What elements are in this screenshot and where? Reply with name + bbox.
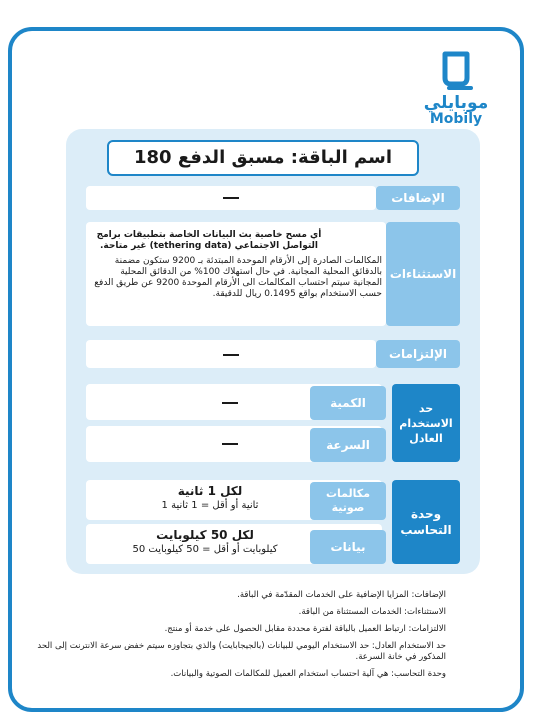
- brand-name-en: Mobily: [429, 111, 483, 127]
- exclusions-text: [92, 230, 382, 300]
- brand-logo: [416, 48, 496, 126]
- footnote: حد الاستخدام العادل: حد الاستخدام اليومي للبيانات (بالجيجابايت) والذي بتجاوزه سيتم خفض سرعة الانترنت إلى الحد المذكور في خانة السرعة.: [37, 641, 446, 662]
- voice-label: مكالمات صوتية: [310, 482, 386, 520]
- data-rate: [100, 528, 310, 556]
- voice-rate-main: لكل 1 ثانية: [177, 484, 243, 498]
- speed-label: السرعة: [310, 428, 386, 462]
- exclusions-head: أي مسح خاصية بث البيانات الخاصة بتطبيقات برامج التواصل الاجتماعي (tethering data) غير متاحة.: [96, 230, 322, 251]
- footnote: الالتزامات: ارتباط العميل بالباقة لفترة محددة مقابل الحصول على خدمة أو منتج.: [164, 624, 446, 634]
- mobily-logo-icon: [437, 48, 475, 94]
- speed-value: [222, 443, 238, 445]
- commitments-value: [223, 354, 239, 356]
- data-rate-main: لكل 50 كيلوبايت: [156, 528, 254, 542]
- footnote: الإضافات: المزايا الإضافية على الخدمات المقدّمة في الباقة.: [237, 590, 446, 600]
- data-label: بيانات: [310, 530, 386, 564]
- footnote: وحدة التحاسب: هي آلية احتساب استخدام العميل للمكالمات الصوتية والبيانات.: [170, 669, 446, 679]
- voice-rate-sub: ثانية أو أقل = 1 ثانية 1: [161, 500, 259, 511]
- billing-unit-label: وحدة التحاسب: [392, 480, 460, 564]
- quantity-label: الكمية: [310, 386, 386, 420]
- brand-name-ar: موبايلي: [423, 93, 489, 113]
- fair-use-label: حد الاستخدام العادل: [392, 384, 460, 462]
- voice-rate: [110, 484, 310, 512]
- exclusions-body: المكالمات الصادرة إلى الأرقام الموحدة المبتدئة بـ 9200 ستكون مضمنة بالدقائق المحلية المجانية. في حال استهلاك 100% من الدقائق المحلية المجانية سيتم احتساب المكالمات الى الأرقام الموحدة 9200 عن طريق الدفع حسب الاستخدام بواقع 0.1495 ريال للدقيقة.: [94, 256, 382, 299]
- exclusions-label: الاستثناءات: [386, 222, 460, 326]
- footnote: الاستثناءات: الخدمات المستثناة من الباقة.: [298, 607, 446, 617]
- quantity-value: [222, 402, 238, 404]
- data-rate-sub: كيلوبايت أو أقل = 50 كيلوبايت 50: [132, 544, 278, 555]
- plan-title: اسم الباقة: مسبق الدفع 180: [107, 140, 419, 176]
- commitments-label: الإلتزامات: [376, 340, 460, 368]
- addons-label: الإضافات: [376, 186, 460, 210]
- footnotes: [36, 590, 446, 686]
- addons-value: [223, 197, 239, 199]
